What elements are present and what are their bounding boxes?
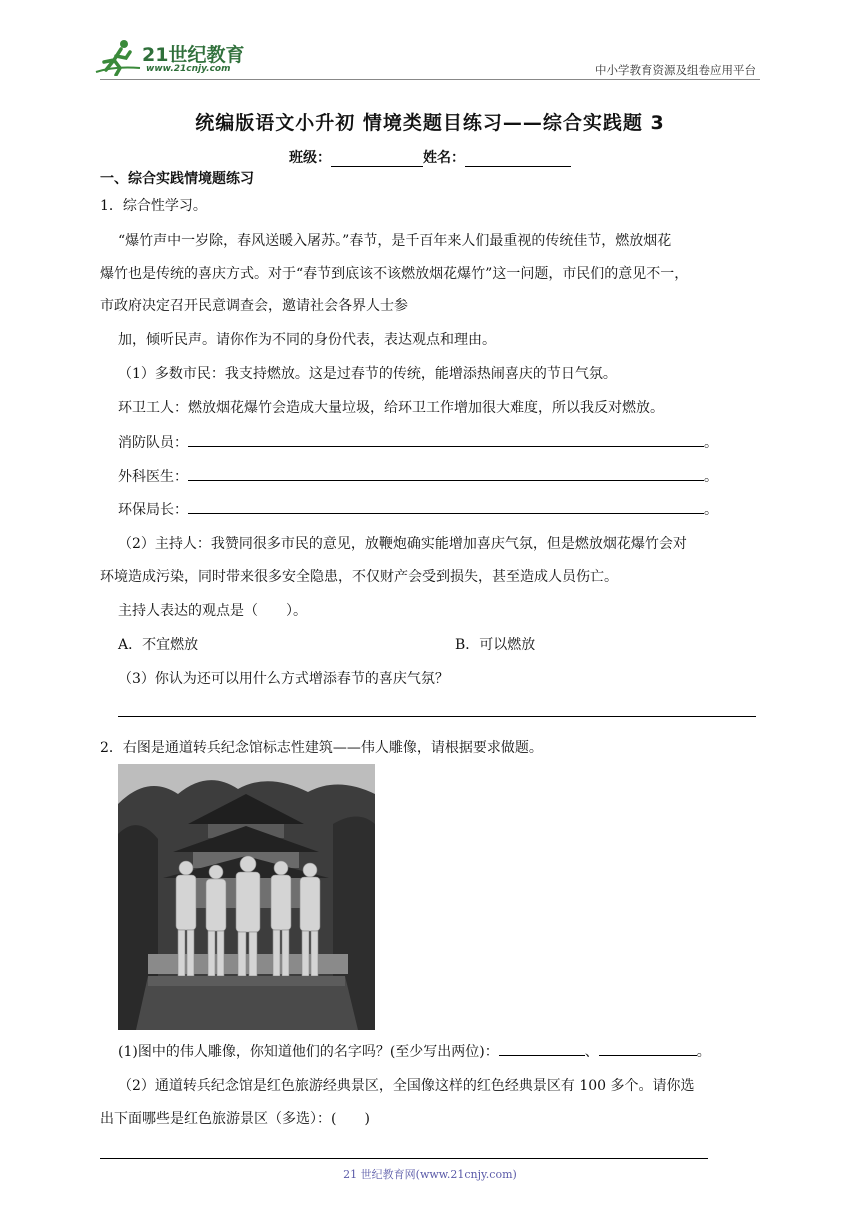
- platform-label: 中小学教育资源及组卷应用平台: [595, 63, 756, 77]
- q1-host-view: 主持人表达的观点是（ ）。: [118, 603, 307, 619]
- answer-blank[interactable]: [499, 1041, 585, 1056]
- section-title: 一、综合实践情境题练习: [100, 171, 254, 187]
- role-label: 消防队员：: [118, 435, 188, 451]
- q1-paragraph-line: 加，倾听民声。请你作为不同的身份代表，表达观点和理由。: [118, 332, 496, 348]
- role-label: 环保局长：: [118, 502, 188, 518]
- q1-heading: 1．综合性学习。: [100, 198, 207, 214]
- q2-heading: 2．右图是通道转兵纪念馆标志性建筑——伟人雕像，请根据要求做题。: [100, 740, 543, 756]
- answer-blank[interactable]: [188, 466, 704, 481]
- q1-paragraph-line: 市政府决定召开民意调查会，邀请社会各界人士参: [100, 298, 408, 314]
- logo: [94, 38, 264, 78]
- period: 。: [704, 435, 718, 451]
- memorial-statue-photo: [118, 764, 375, 1030]
- q1-sub2-line: 环境造成污染，同时带来很多安全隐患，不仅财产会受到损失，甚至造成人员伤亡。: [100, 569, 618, 585]
- page-title: 统编版语文小升初 情境类题目练习——综合实践题 3: [195, 112, 665, 134]
- answer-line-surgeon: [118, 466, 718, 487]
- class-name-line: [0, 147, 860, 167]
- q2-sub1-line: [118, 1041, 711, 1062]
- answer-line-firefighter: [118, 432, 718, 453]
- period: 。: [704, 469, 718, 485]
- q1-sub1: （1）多数市民：我支持燃放。这是过春节的传统，能增添热闹喜庆的节日气氛。: [118, 366, 617, 382]
- footer-text[interactable]: 21 世纪教育网(www.21cnjy.com): [343, 1168, 517, 1181]
- q1-paragraph-line: “爆竹声中一岁除，春风送暖入屠苏。”春节，是千百年来人们最重视的传统佳节，燃放烟花: [118, 233, 672, 249]
- answer-line-env-director: [118, 499, 718, 520]
- logo-text: 21世纪教育: [142, 44, 245, 66]
- class-blank[interactable]: [331, 152, 423, 167]
- q1-sub3: （3）你认为还可以用什么方式增添春节的喜庆气氛？: [118, 671, 449, 687]
- header-divider: [100, 79, 760, 80]
- role-label: 外科医生：: [118, 469, 188, 485]
- answer-blank[interactable]: [188, 499, 704, 514]
- name-blank[interactable]: [465, 152, 571, 167]
- q2-sub2-line: （2）通道转兵纪念馆是红色旅游经典景区，全国像这样的红色经典景区有 100 多个。请你选: [118, 1078, 695, 1094]
- q2-sub2-line: 出下面哪些是红色旅游景区（多选）：( ): [100, 1111, 370, 1127]
- q1-paragraph-line: 爆竹也是传统的喜庆方式。对于“春节到底该不该燃放烟花爆竹”这一问题，市民们的意见不一，: [100, 266, 689, 282]
- class-label: 班级：: [289, 150, 331, 166]
- logo-url: www.21cnjy.com: [146, 64, 231, 74]
- option-a[interactable]: A．不宜燃放: [118, 637, 199, 653]
- q1-sub2-line: （2）主持人：我赞同很多市民的意见，放鞭炮确实能增加喜庆气氛，但是燃放烟花爆竹会对: [118, 536, 687, 552]
- q2-sub1: (1)图中的伟人雕像，你知道他们的名字吗？(至少写出两位)：: [118, 1044, 499, 1060]
- period: 。: [704, 502, 718, 518]
- name-label: 姓名：: [423, 150, 465, 166]
- q1-sub1-sanitation: 环卫工人：燃放烟花爆竹会造成大量垃圾，给环卫工作增加很大难度，所以我反对燃放。: [118, 400, 664, 416]
- option-b[interactable]: B．可以燃放: [455, 637, 536, 653]
- separator: 、: [584, 1044, 599, 1060]
- runner-logo-icon: [94, 38, 144, 76]
- answer-line-sub3[interactable]: [118, 716, 756, 717]
- footer-divider: [100, 1158, 708, 1159]
- answer-blank[interactable]: [188, 432, 704, 447]
- period: 。: [696, 1044, 711, 1060]
- answer-blank[interactable]: [599, 1041, 697, 1056]
